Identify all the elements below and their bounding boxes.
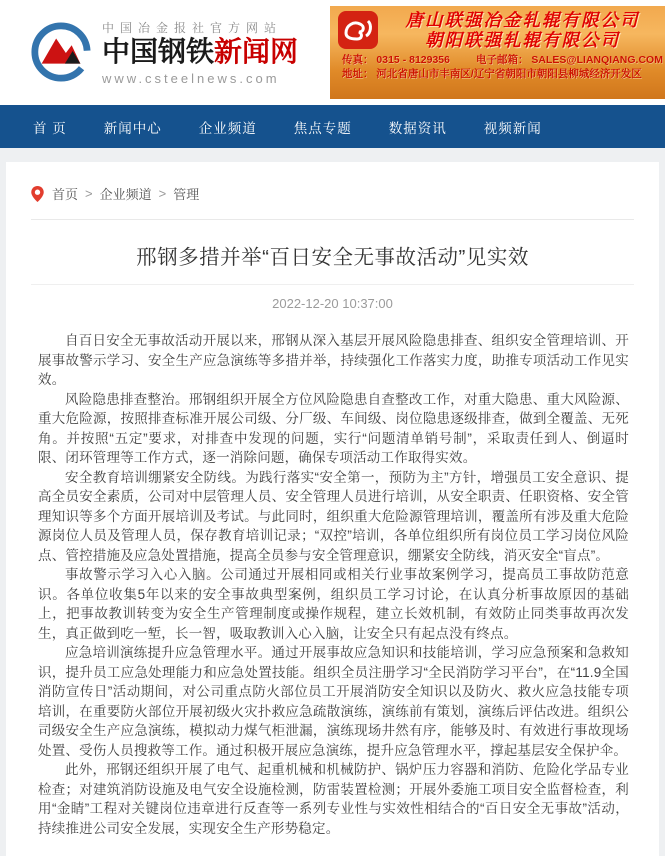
article-title: 邢钢多措并举“百日安全无事故活动”见实效 bbox=[136, 246, 529, 269]
site-header bbox=[0, 0, 665, 105]
breadcrumb-management[interactable]: 管理 bbox=[173, 187, 200, 202]
nav-item-data-info[interactable]: 数据资讯 bbox=[388, 120, 447, 136]
article-paragraph: 此外，邢钢还组织开展了电气、起重机械和机械防护、锅炉压力容器和消防、危险化学品专业检查；对建筑消防设施及电气安全设施检测，防雷装置检测；开展外委施工项目安全监督检查，利用“金睛”工程对关键岗位违章进行反查等一系列专业性与实效性相结合的“百日安全无事故”活动，持续推进公司安全发展，实现安全生产形势稳定。 bbox=[38, 762, 629, 836]
ad-company-line1: 唐山联强冶金轧辊有限公司 bbox=[405, 10, 640, 30]
ad-email: 电子邮箱： SALES@LIANQIANG.COM bbox=[475, 54, 663, 66]
ad-address: 地址： 河北省唐山市丰南区/辽宁省朝阳市朝阳县柳城经济开发区 bbox=[342, 68, 642, 80]
nav-item-video-news[interactable]: 视频新闻 bbox=[483, 120, 542, 136]
nav-item-enterprise-channel[interactable]: 企业频道 bbox=[198, 120, 257, 136]
ad-banner[interactable] bbox=[330, 6, 665, 99]
breadcrumb-separator: > bbox=[85, 186, 93, 201]
site-logo[interactable] bbox=[30, 19, 298, 86]
ad-fax: 传真： 0315 - 8129356 bbox=[342, 54, 450, 66]
breadcrumb-separator: > bbox=[158, 186, 167, 201]
location-pin-icon bbox=[31, 186, 44, 202]
article-paragraph: 安全教育培训绷紧安全防线。为践行落实“安全第一，预防为主”方针，增强员工安全意识、提高全员安全素质，公司对中层管理人员、安全管理人员进行培训，从安全职责、任职资格、安全管理知识等多个方面开展培训及考试。与此同时，组织重大危险源管理培训，覆盖所有涉及重大危险源岗位人员及管理人员，保存教育培训记录；“双控”培训，各单位组织所有岗位员工学习岗位风险点、管控措施及应急处置措施，提高全员参与安全管理意识，绷紧安全防线，消灭安全“盲点”。 bbox=[38, 469, 629, 563]
site-tagline: 中国冶金报社官方网站 bbox=[102, 21, 283, 36]
breadcrumb-enterprise-channel[interactable]: 企业频道 bbox=[99, 187, 152, 202]
content-card bbox=[6, 162, 659, 856]
site-url: www.csteelnews.com bbox=[102, 70, 280, 86]
site-name bbox=[102, 38, 298, 69]
ad-company-line2: 朝阳联强轧辊有限公司 bbox=[425, 30, 620, 50]
nav-item-news-center[interactable]: 新闻中心 bbox=[103, 120, 162, 136]
site-logo-icon bbox=[30, 21, 92, 83]
article-paragraph: 自百日安全无事故活动开展以来，邢钢从深入基层开展风险隐患排查、组织安全管理培训、开展事故警示学习、安全生产应急演练等多措并举，持续强化工作落实力度，助推专项活动工作见实效。 bbox=[38, 333, 629, 387]
article-paragraph: 应急培训演练提升应急管理水平。通过开展事故应急知识和技能培训，学习应急预案和急救知识，提升员工应急处理能力和应急处置技能。组织全员注册学习“全民消防学习平台”，在“11.9全国消防宣传日”活动期间，对公司重点防火部位员工开展消防安全知识以及防火、救火应急技能专项培训，在重要防火部位开展初级火灾扑救应急疏散演练，演练前有策划，演练后评估改进。组织公司级安全生产应急演练，模拟动力煤气柜泄漏，演练现场井然有序，能够及时、有效进行事故现场处置、受伤人员搜救等工作。通过积极开展应急演练，提升应急管理水平，撑起基层安全保护伞。 bbox=[38, 645, 629, 758]
main-nav bbox=[0, 105, 665, 148]
article-paragraph: 事故警示学习入心入脑。公司通过开展相同或相关行业事故案例学习，提高员工事故防范意识。各单位收集5年以来的安全事故典型案例，组织员工学习讨论，在认真分析事故原因的基础上，把事故教训转变为安全生产管理制度或操作规程，建立长效机制，有效防止同类事故再次发生，真正做到吃一堑，长一智，吸取教训入心入脑，让安全只有起点没有终点。 bbox=[38, 567, 629, 641]
breadcrumb-home[interactable]: 首页 bbox=[52, 187, 79, 202]
article-body bbox=[6, 323, 659, 856]
site-name-main: 中国钢铁 bbox=[102, 37, 215, 69]
article-date: 2022-12-20 10:37:00 bbox=[272, 296, 393, 311]
breadcrumb bbox=[6, 162, 659, 219]
article-paragraph: 风险隐患排查整治。邢钢组织开展全方位风险隐患自查整改工作，对重大隐患、重大风险源、重大危险源，按照排查标准开展公司级、分厂级、车间级、岗位隐患逐级排查，做到全覆盖、无死角。并按照“五定”要求，对排查中发现的问题，实行“问题清单销号制”，采取责任到人、倒逼时限、闭环管理等工作方式，逐一消除问题，确保专项活动工作取得实效。 bbox=[38, 391, 629, 465]
nav-item-home[interactable]: 首 页 bbox=[33, 120, 67, 136]
nav-item-focus-topics[interactable]: 焦点专题 bbox=[293, 120, 352, 136]
site-name-accent: 新闻网 bbox=[214, 37, 299, 69]
ad-logo-icon bbox=[338, 11, 378, 49]
